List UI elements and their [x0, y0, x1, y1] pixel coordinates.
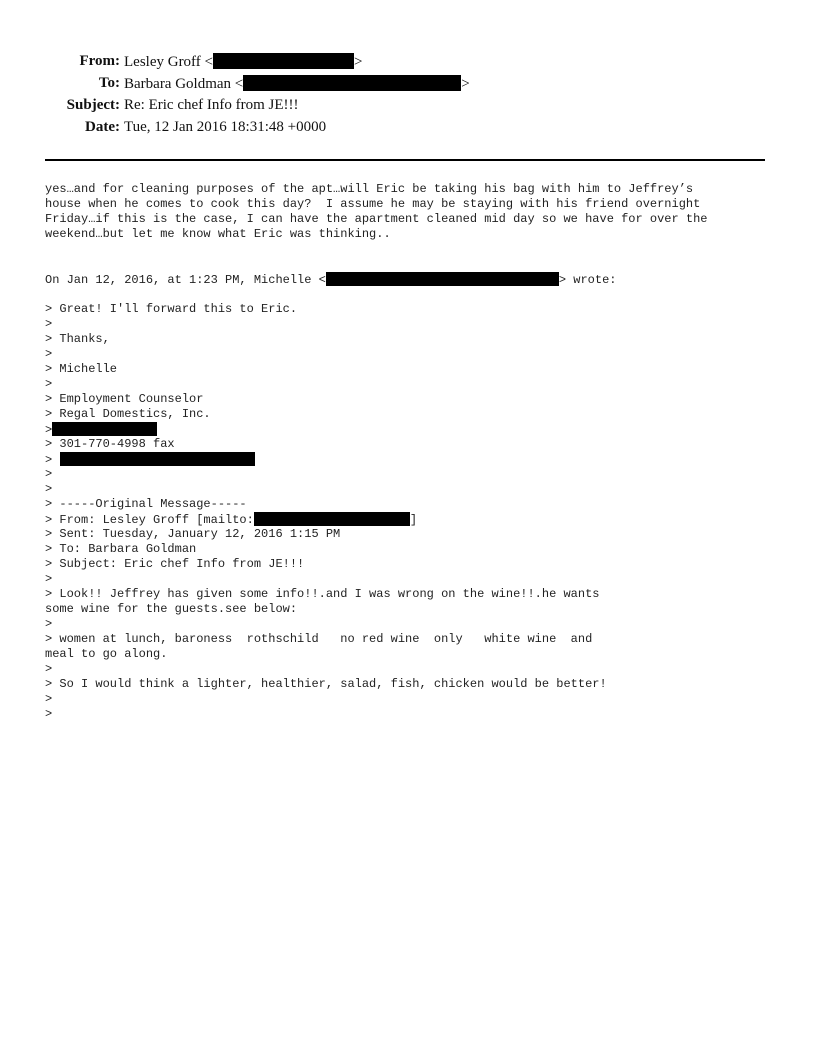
quoted-line: > 301-770-4998 fax — [45, 437, 175, 451]
quoted-line: > — [45, 467, 53, 481]
quoted-line: some wine for the guests.see below: — [45, 602, 298, 616]
to-label: To: — [98, 75, 120, 91]
from-label: From: — [79, 53, 120, 69]
redaction-box — [243, 75, 461, 91]
quoted-line: > -----Original Message----- — [45, 497, 247, 511]
quoted-line: > So I would think a lighter, healthier, salad, fish, chicken would be better! — [45, 677, 607, 691]
reply-intro-suffix: > wrote: — [558, 273, 617, 287]
quoted-line: > — [45, 662, 53, 676]
body-line: Friday…if this is the case, I can have the apartment cleaned mid day so we have for over the — [45, 212, 708, 226]
to-name: Barbara Goldman < — [124, 76, 244, 92]
quoted-line: > Employment Counselor — [45, 392, 204, 406]
subject-value: Re: Eric chef Info from JE!!! — [124, 97, 299, 113]
body-line: yes…and for cleaning purposes of the apt…will Eric be taking his bag with him to Jeffrey’s — [45, 182, 694, 196]
quoted-line: > — [45, 692, 53, 706]
subject-label: Subject: — [66, 97, 120, 113]
header-divider — [45, 159, 765, 161]
subject-row — [0, 97, 816, 119]
redaction-box — [326, 272, 559, 286]
quoted-line: > Subject: Eric chef Info from JE!!! — [45, 557, 305, 571]
quoted-line: > To: Barbara Goldman — [45, 542, 197, 556]
date-label: Date: — [85, 119, 120, 135]
email-body — [45, 182, 775, 722]
quoted-line: > Michelle — [45, 362, 118, 376]
quoted-line: > Look!! Jeffrey has given some info!!.and I was wrong on the wine!!.he wants — [45, 587, 600, 601]
to-value — [124, 75, 470, 93]
redaction-box — [52, 422, 157, 436]
date-row — [0, 119, 816, 141]
quoted-line: > From: Lesley Groff [mailto: ] — [45, 513, 418, 527]
quoted-line: > — [45, 572, 53, 586]
from-name: Lesley Groff < — [124, 54, 213, 70]
quoted-line: > Thanks, — [45, 332, 110, 346]
redaction-box — [213, 53, 354, 69]
from-close: > — [354, 54, 363, 70]
quoted-line: > — [45, 347, 53, 361]
reply-intro — [45, 272, 775, 287]
quoted-line: meal to go along. — [45, 647, 168, 661]
to-close: > — [461, 76, 470, 92]
reply-intro-prefix: On Jan 12, 2016, at 1:23 PM, Michelle < — [45, 273, 326, 287]
quoted-line: > — [45, 707, 53, 721]
body-line: house when he comes to cook this day? I assume he may be staying with his friend overnight — [45, 197, 701, 211]
quoted-line: > — [45, 482, 53, 496]
body-line: weekend…but let me know what Eric was thinking.. — [45, 227, 391, 241]
quoted-line: > — [45, 317, 53, 331]
quoted-line: > — [45, 452, 775, 467]
quoted-line: > women at lunch, baroness rothschild no red wine only white wine and — [45, 632, 593, 646]
quoted-line: > Sent: Tuesday, January 12, 2016 1:15 PM — [45, 527, 341, 541]
quoted-line: > Regal Domestics, Inc. — [45, 407, 211, 421]
quoted-line: > — [45, 422, 775, 437]
quoted-line: > — [45, 377, 53, 391]
from-row — [0, 53, 816, 75]
date-value: Tue, 12 Jan 2016 18:31:48 +0000 — [124, 119, 327, 135]
from-value — [124, 53, 362, 71]
quoted-line: > Great! I'll forward this to Eric. — [45, 302, 298, 316]
redaction-box — [60, 452, 255, 466]
quoted-line: > — [45, 617, 53, 631]
to-row — [0, 75, 816, 97]
redaction-box — [254, 512, 410, 526]
email-header — [0, 53, 816, 141]
